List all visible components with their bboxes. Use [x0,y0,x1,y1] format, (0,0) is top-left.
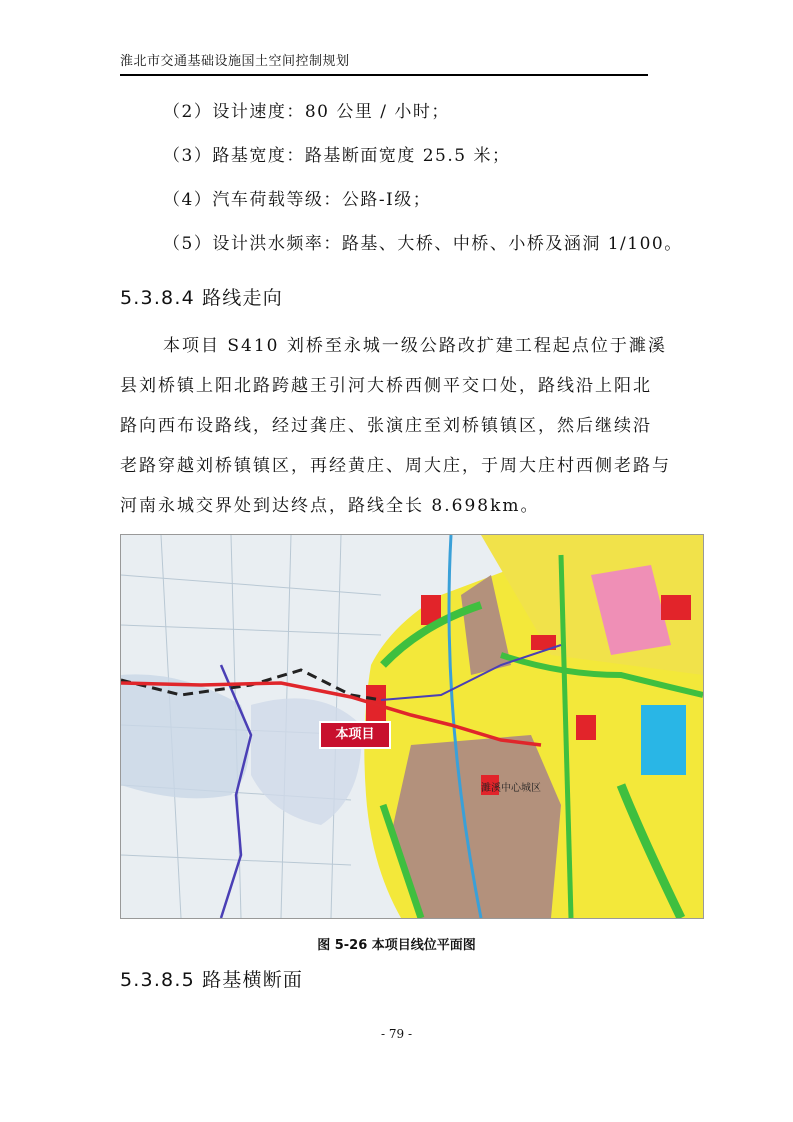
route-location-map [120,534,704,919]
route-paragraph-line: 县刘桥镇上阳北路跨越王引河大桥西侧平交口处，路线沿上阳北 [120,376,652,396]
route-paragraph-line: 路向西布设路线，经过龚庄、张演庄至刘桥镇镇区，然后继续沿 [120,416,652,436]
route-paragraph-line: 老路穿越刘桥镇镇区，再经黄庄、周大庄，于周大庄村西侧老路与 [120,456,671,476]
spec-line-flood: （5）设计洪水频率：路基、大桥、中桥、小桥及涵洞 1/100。 [163,234,683,254]
header-title: 淮北市交通基础设施国土空间控制规划 [120,54,350,69]
figure-caption: 图 5-26 本项目线位平面图 [317,938,476,953]
map-place-label: 濉溪中心城区 [481,783,541,794]
section-heading-subgrade: 5.3.8.5 路基横断面 [120,969,304,991]
route-paragraph-line: 本项目 S410 刘桥至永城一级公路改扩建工程起点位于濉溪 [163,336,667,356]
page-header [120,46,648,76]
spec-line-width: （3）路基宽度：路基断面宽度 25.5 米； [163,146,511,166]
project-marker-label: 本项目 [319,721,391,749]
spec-line-load: （4）汽车荷载等级：公路-Ⅰ级； [163,190,432,210]
page-number: - 79 - [380,1027,412,1041]
route-paragraph-line: 河南永城交界处到达终点，路线全长 8.698km。 [120,496,540,516]
section-heading-route: 5.3.8.4 路线走向 [120,287,283,309]
spec-line-speed: （2）设计速度：80 公里 / 小时； [163,102,450,122]
map-graphic [121,535,703,918]
